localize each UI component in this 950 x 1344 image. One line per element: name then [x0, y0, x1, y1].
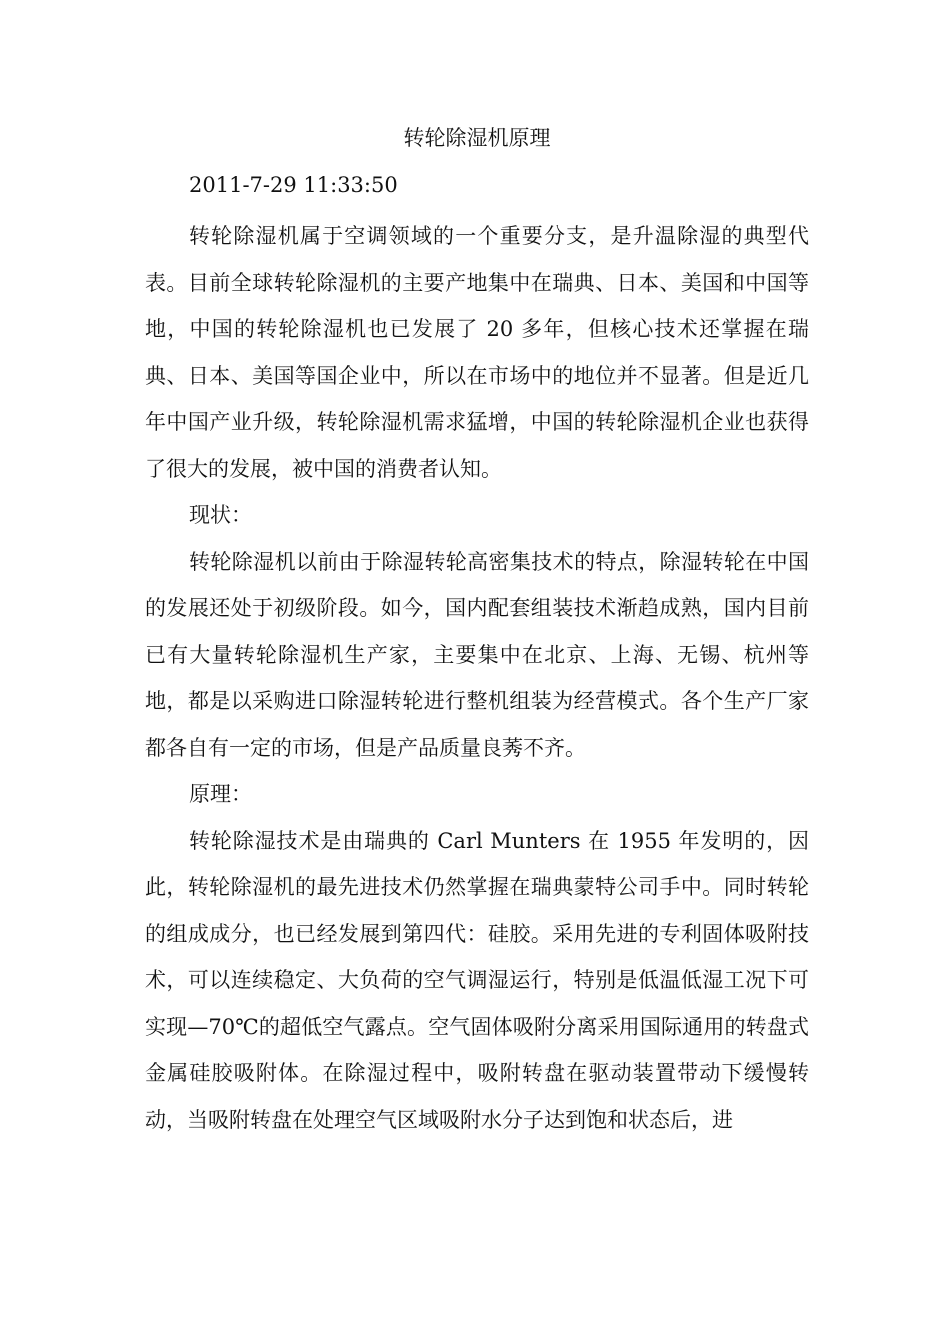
- paragraph-principle: 转轮除湿技术是由瑞典的 Carl Munters 在 1955 年发明的，因此，转轮除湿机的最先进技术仍然掌握在瑞典蒙特公司手中。同时转轮的组成成分，也已经发展到第四代：硅胶。采用先进的专利固体吸附技术，可以连续稳定、大负荷的空气调湿运行，特别是低温低湿工况下可实现—70℃的超低空气露点。空气固体吸附分离采用国际通用的转盘式金属硅胶吸附体。在除湿过程中，吸附转盘在驱动装置带动下缓慢转动，当吸附转盘在处理空气区域吸附水分子达到饱和状态后，进: [145, 828, 809, 1132]
- document-date: 2011-7-29 11:33:50: [189, 173, 398, 197]
- heading-principle: 原理：: [189, 782, 252, 806]
- paragraph-status: 转轮除湿机以前由于除湿转轮高密集技术的特点，除湿转轮在中国的发展还处于初级阶段。如今，国内配套组装技术渐趋成熟，国内目前已有大量转轮除湿机生产家，主要集中在北京、上海、无锡、杭州等地，都是以采购进口除湿转轮进行整机组装为经营模式。各个生产厂家都各自有一定的市场，但是产品质量良莠不齐。: [145, 549, 809, 760]
- document-body: [145, 213, 809, 1143]
- document-title: 转轮除湿机原理: [403, 126, 551, 150]
- heading-status: 现状：: [189, 503, 252, 527]
- paragraph-intro: 转轮除湿机属于空调领域的一个重要分支，是升温除湿的典型代表。目前全球转轮除湿机的主要产地集中在瑞典、日本、美国和中国等地，中国的转轮除湿机也已发展了 20 多年，但核心技术还掌握在瑞典、日本、美国等国企业中，所以在市场中的地位并不显著。但是近几年中国产业升级，转轮除湿机需求猛增，中国的转轮除湿机企业也获得了很大的发展，被中国的消费者认知。: [145, 224, 809, 481]
